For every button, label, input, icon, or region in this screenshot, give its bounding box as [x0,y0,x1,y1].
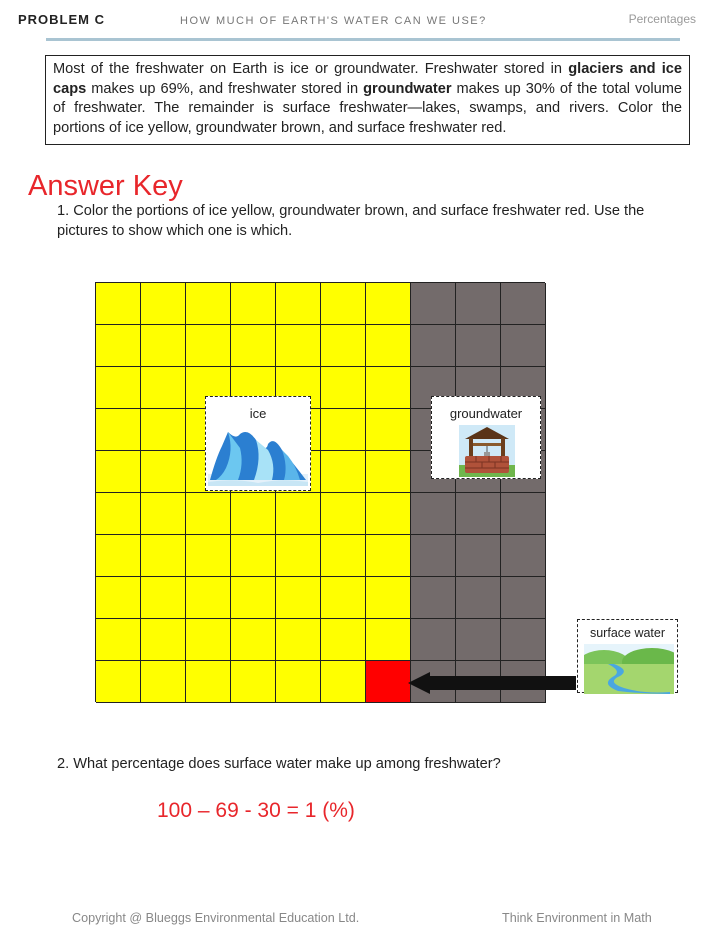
ice-cell [231,283,276,325]
ice-cell [366,493,411,535]
ice-cell [141,283,186,325]
ice-cell [186,283,231,325]
ice-cell [231,535,276,577]
groundwater-cell [456,535,501,577]
ice-cell [321,493,366,535]
ice-cell [276,493,321,535]
ice-cell [96,367,141,409]
ice-cell [141,535,186,577]
ice-cell [231,661,276,703]
ice-cell [366,535,411,577]
ice-cell [366,577,411,619]
groundwater-cell [411,577,456,619]
problem-label: PROBLEM C [18,12,105,27]
answer-key-title: Answer Key [28,170,183,202]
ice-cell [366,619,411,661]
groundwater-cell [456,493,501,535]
ice-cell [186,325,231,367]
groundwater-cell [411,619,456,661]
ice-cell [366,367,411,409]
arrow-left-icon [408,672,430,694]
ice-cell [141,577,186,619]
intro-text-box [45,55,690,145]
ice-cell [96,493,141,535]
ice-label-card [205,396,311,491]
ice-cell [321,367,366,409]
ice-cell [186,493,231,535]
ice-cell [141,409,186,451]
arrow-shaft [430,676,576,690]
ice-cell [321,661,366,703]
ice-cell [366,325,411,367]
question-1: 1. Color the portions of ice yellow, groundwater brown, and surface freshwater red. Use the pictures to show which one is which. [57,203,645,239]
ice-cell [231,577,276,619]
ice-cell [231,619,276,661]
groundwater-cell [456,283,501,325]
ice-cell [141,451,186,493]
ice-cell [96,283,141,325]
groundwater-cell [501,619,546,661]
surface-cell [366,661,411,703]
groundwater-cell [411,535,456,577]
ice-cell [366,451,411,493]
intro-text-part1: Most of the freshwater on Earth is ice or groundwater. Freshwater stored in [53,61,569,77]
ice-cell [366,283,411,325]
groundwater-label-card [431,396,541,479]
answer-2: 100 – 69 - 30 = 1 (%) [157,799,355,822]
ice-cell [321,325,366,367]
ice-cell [141,367,186,409]
groundwater-cell [456,619,501,661]
groundwater-cell [501,283,546,325]
ice-cell [96,619,141,661]
ice-cell [321,619,366,661]
question-2: 2. What percentage does surface water make up among freshwater? [57,756,501,772]
footer-tagline: Think Environment in Math [502,911,652,925]
ice-cell [141,493,186,535]
ice-cell [276,325,321,367]
ice-cell [231,493,276,535]
ice-cell [96,451,141,493]
intro-bold-groundwater: groundwater [363,80,452,97]
ice-cell [186,619,231,661]
ice-cell [366,409,411,451]
ice-cell [141,661,186,703]
ice-cell [186,661,231,703]
groundwater-cell [456,325,501,367]
river-landscape-icon [584,644,674,694]
groundwater-cell [501,535,546,577]
intro-text-part3: makes up 30% of the total volume of freshwater. The remainder is surface freshwater—lakes, swamps, and rivers. Color the portions of ice yellow, groundwater brown, and surface freshwater red. [53,80,682,136]
groundwater-cell [501,325,546,367]
groundwater-cell [501,577,546,619]
ice-cell [321,451,366,493]
intro-text-part2: makes up 69%, and freshwater stored in [86,80,364,97]
groundwater-cell [411,325,456,367]
ice-label: ice [249,406,267,421]
groundwater-cell [411,283,456,325]
water-well-icon [459,425,515,477]
footer-copyright: Copyright @ Blueggs Environmental Education Ltd. [72,911,360,925]
topic-label: Percentages [628,12,696,26]
ice-cell [186,535,231,577]
surface-water-label-card [577,619,678,693]
worksheet-title: HOW MUCH OF EARTH'S WATER CAN WE USE? [180,15,487,27]
header-divider [46,38,680,41]
hundred-grid [95,282,545,702]
groundwater-cell [456,577,501,619]
ice-cell [96,535,141,577]
ice-cell [96,661,141,703]
ice-cell [276,577,321,619]
ice-cell [231,325,276,367]
ice-cell [96,409,141,451]
ice-cell [141,619,186,661]
ice-cell [276,661,321,703]
ice-cell [321,577,366,619]
ice-cell [186,577,231,619]
ice-cell [276,283,321,325]
groundwater-label: groundwater [449,406,523,421]
ice-cell [276,619,321,661]
ice-cell [276,535,321,577]
groundwater-cell [501,493,546,535]
ice-cell [321,535,366,577]
ice-cell [96,325,141,367]
ice-cell [321,409,366,451]
surface-water-label: surface water [589,626,666,640]
groundwater-cell [411,493,456,535]
ice-cell [321,283,366,325]
ice-cell [141,325,186,367]
intro-bold-glaciers: glaciers and ice caps [53,61,682,97]
iceberg-icon [208,428,308,486]
ice-cell [96,577,141,619]
